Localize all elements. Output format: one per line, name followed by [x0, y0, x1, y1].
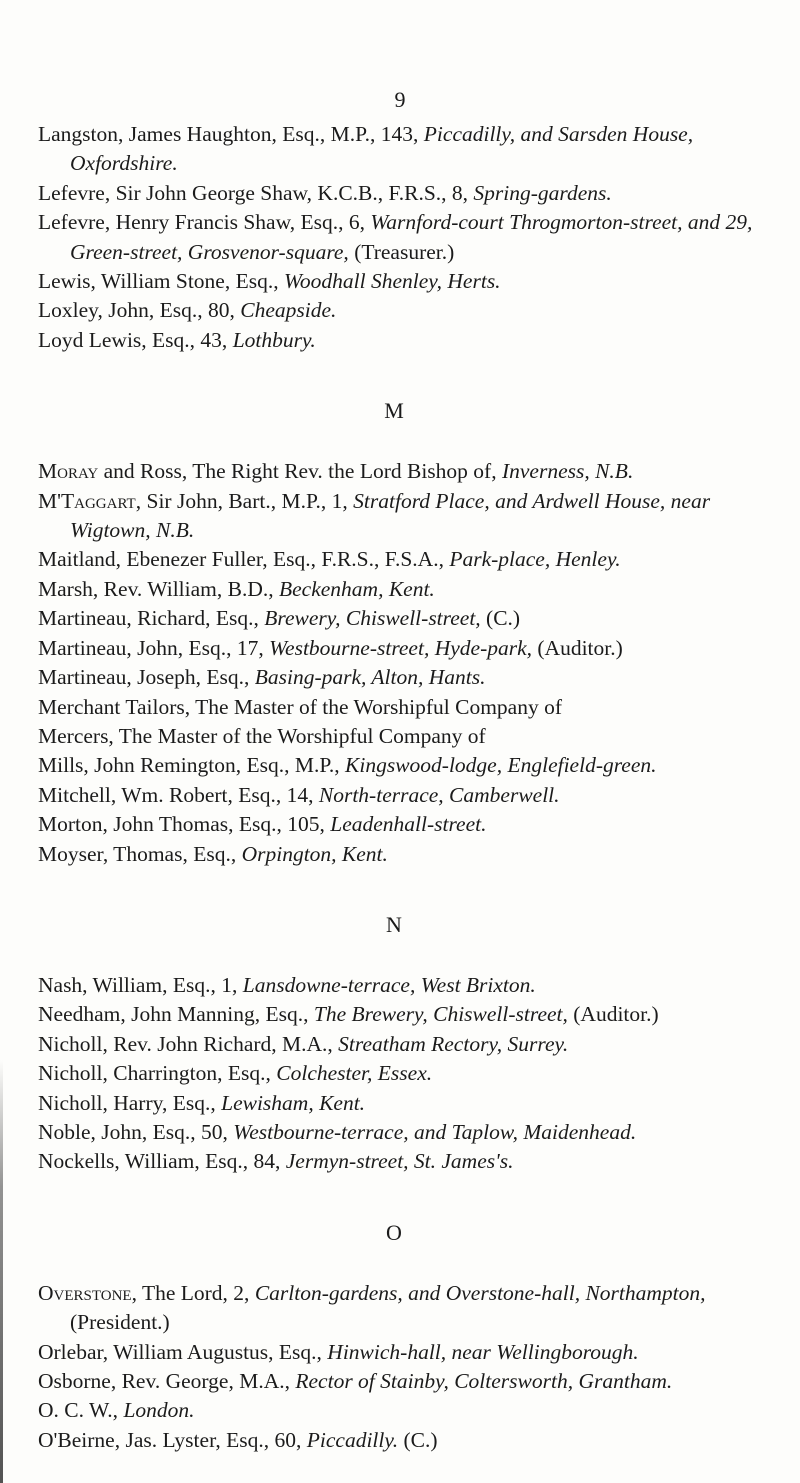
- section-letter-m: M: [384, 398, 404, 424]
- list-entry: Noble, John, Esq., 50, Westbourne-terrace, and Taplow, Maidenhead.: [38, 1119, 637, 1144]
- list-entry: Morton, John Thomas, Esq., 105, Leadenhall-street.: [38, 812, 487, 837]
- page-number: 9: [394, 87, 406, 112]
- section-m: [38, 457, 788, 869]
- list-entry: Lewis, William Stone, Esq., Woodhall Shenley, Herts.: [38, 269, 501, 294]
- list-entry: Martineau, John, Esq., 17, Westbourne-street, Hyde-park, (Auditor.): [38, 635, 623, 660]
- list-entry: Mercers, The Master of the Worshipful Company of: [38, 723, 486, 748]
- list-entry: Lefevre, Sir John George Shaw, K.C.B., F.R.S., 8, Spring-gardens.: [38, 180, 612, 205]
- list-entry: Loyd Lewis, Esq., 43, Lothbury.: [38, 327, 316, 352]
- section-n: [38, 971, 788, 1177]
- list-entry: Osborne, Rev. George, M.A., Rector of Stainby, Coltersworth, Grantham.: [38, 1369, 673, 1393]
- list-entry: M'Taggart, Sir John, Bart., M.P., 1, Stratford Place, and Ardwell House, near Wigtown, N.B.: [38, 488, 711, 543]
- list-entry: Lefevre, Henry Francis Shaw, Esq., 6, Warnford-court Throgmorton-street, and 29, Green-street, Grosvenor-square, (Treasurer.): [38, 210, 753, 264]
- binding-edge-shadow: [0, 1060, 3, 1483]
- list-entry: Mills, John Remington, Esq., M.P., Kingswood-lodge, Englefield-green.: [38, 753, 657, 778]
- list-entry: O'Beirne, Jas. Lyster, Esq., 60, Piccadilly. (C.): [38, 1427, 438, 1452]
- list-entry: Moyser, Thomas, Esq., Orpington, Kent.: [38, 841, 388, 866]
- list-entry: Maitland, Ebenezer Fuller, Esq., F.R.S., F.S.A., Park-place, Henley.: [38, 547, 621, 572]
- list-entry: Moray and Ross, The Right Rev. the Lord Bishop of, Inverness, N.B.: [38, 459, 634, 484]
- list-entry: Martineau, Joseph, Esq., Basing-park, Alton, Hants.: [38, 665, 486, 690]
- list-entry: Needham, John Manning, Esq., The Brewery, Chiswell-street, (Auditor.): [38, 1002, 659, 1027]
- list-entry: Orlebar, William Augustus, Esq., Hinwich-hall, near Wellingborough.: [38, 1339, 639, 1364]
- list-entry: Nash, William, Esq., 1, Lansdowne-terrace, West Brixton.: [38, 972, 536, 997]
- section-letter-o: O: [386, 1219, 402, 1245]
- list-entry: Merchant Tailors, The Master of the Worshipful Company of: [38, 694, 563, 719]
- subscriber-list: [38, 120, 788, 1455]
- list-entry: Nicholl, Rev. John Richard, M.A., Streatham Rectory, Surrey.: [38, 1031, 569, 1056]
- list-entry: Overstone, The Lord, 2, Carlton-gardens, and Overstone-hall, Northampton, (President.): [38, 1280, 706, 1335]
- list-entry: Mitchell, Wm. Robert, Esq., 14, North-terrace, Camberwell.: [38, 782, 560, 807]
- list-entry: Nicholl, Harry, Esq., Lewisham, Kent.: [38, 1090, 366, 1115]
- list-entry: Langston, James Haughton, Esq., M.P., 143, Piccadilly, and Sarsden House, Oxfordshire.: [38, 122, 694, 176]
- list-entry: Martineau, Richard, Esq., Brewery, Chiswell-street, (C.): [38, 606, 521, 631]
- section-letter-n: N: [386, 911, 402, 937]
- list-entry: Nicholl, Charrington, Esq., Colchester, Essex.: [38, 1061, 433, 1086]
- section-l: [38, 120, 788, 355]
- list-entry: O. C. W., London.: [38, 1398, 195, 1423]
- list-entry: Marsh, Rev. William, B.D., Beckenham, Kent.: [38, 576, 435, 601]
- list-entry: Nockells, William, Esq., 84, Jermyn-street, St. James's.: [38, 1149, 514, 1174]
- section-o: [38, 1279, 788, 1455]
- list-entry: Loxley, John, Esq., 80, Cheapside.: [38, 298, 337, 323]
